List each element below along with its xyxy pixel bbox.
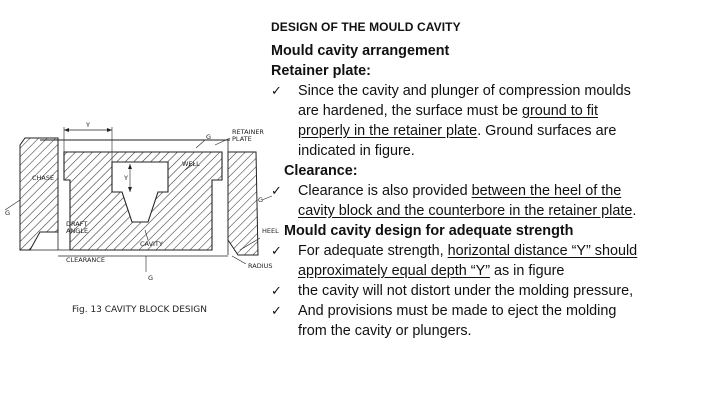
label-g-right: G [258, 196, 264, 204]
label-cavity: CAVITY [140, 240, 163, 248]
label-radius: RADIUS [248, 262, 273, 270]
figure-caption: Fig. 13 CAVITY BLOCK DESIGN [72, 305, 207, 315]
label-retainer-plate: RETAINER PLATE [232, 128, 264, 143]
clearance-heading: Clearance: [284, 163, 358, 179]
retainer-line-3 [271, 121, 711, 141]
design-heading: Mould cavity design for adequate strength [284, 223, 574, 239]
clearance-text-1: Clearance is also provided [298, 183, 472, 199]
retainer-text-3: . Ground surfaces are [477, 123, 617, 139]
design-bullet-1 [271, 241, 711, 261]
clearance-underline-2: cavity block and the counterbore in the retainer plate [298, 203, 633, 219]
design-text-2: as in figure [489, 263, 565, 279]
check-icon: ✓ [271, 243, 282, 258]
design-text-1: For adequate strength, [298, 243, 448, 259]
check-icon: ✓ [271, 283, 282, 298]
cavity-block-figure [0, 100, 300, 330]
design-text-4: And provisions must be made to eject the molding [298, 303, 617, 319]
chase-block-left [20, 138, 58, 250]
check-icon: ✓ [271, 83, 282, 98]
label-heel: HEEL [262, 227, 279, 235]
design-text-3: the cavity will not distort under the molding pressure, [298, 283, 634, 299]
retainer-text-2: are hardened, the surface must be [298, 103, 522, 119]
design-bullet-2 [271, 281, 711, 301]
retainer-underline-1: ground to fit [522, 103, 599, 119]
label-chase: CHASE [32, 174, 55, 182]
retainer-text-1: Since the cavity and plunger of compression moulds [298, 83, 631, 99]
label-y-top: Y [86, 121, 90, 129]
design-underline-1: horizontal distance “Y” should [447, 243, 638, 259]
design-line-2 [271, 261, 711, 281]
retainer-bullet [271, 81, 711, 101]
retainer-underline-2: properly in the retainer plate [298, 123, 478, 139]
check-icon: ✓ [271, 303, 282, 318]
clearance-text-2: . [632, 203, 637, 219]
check-icon: ✓ [271, 183, 282, 198]
label-draft-angle: DRAFT ANGLE [66, 220, 89, 235]
design-bullet-3 [271, 301, 711, 321]
label-g-left: G [5, 209, 11, 217]
label-g-top: G [206, 133, 212, 141]
clearance-underline-1: between the heel of the [471, 183, 622, 199]
label-y-mid: Y [124, 174, 128, 182]
label-g-bottom: G [148, 274, 154, 282]
chase-block-right [228, 152, 258, 255]
retainer-line-4: indicated in figure. [298, 143, 415, 159]
label-well: WELL [182, 160, 200, 168]
design-line-5: from the cavity or plungers. [298, 323, 472, 339]
design-underline-2: approximately equal depth “Y” [298, 263, 490, 279]
label-clearance: CLEARANCE [66, 256, 105, 264]
clearance-bullet [271, 181, 711, 201]
retainer-line-2 [271, 101, 711, 121]
section-heading: Mould cavity arrangement [271, 43, 450, 59]
text-column [271, 20, 711, 341]
retainer-heading: Retainer plate: [271, 63, 371, 79]
clearance-line-2 [271, 201, 711, 221]
page-title: DESIGN OF THE MOULD CAVITY [271, 20, 461, 34]
